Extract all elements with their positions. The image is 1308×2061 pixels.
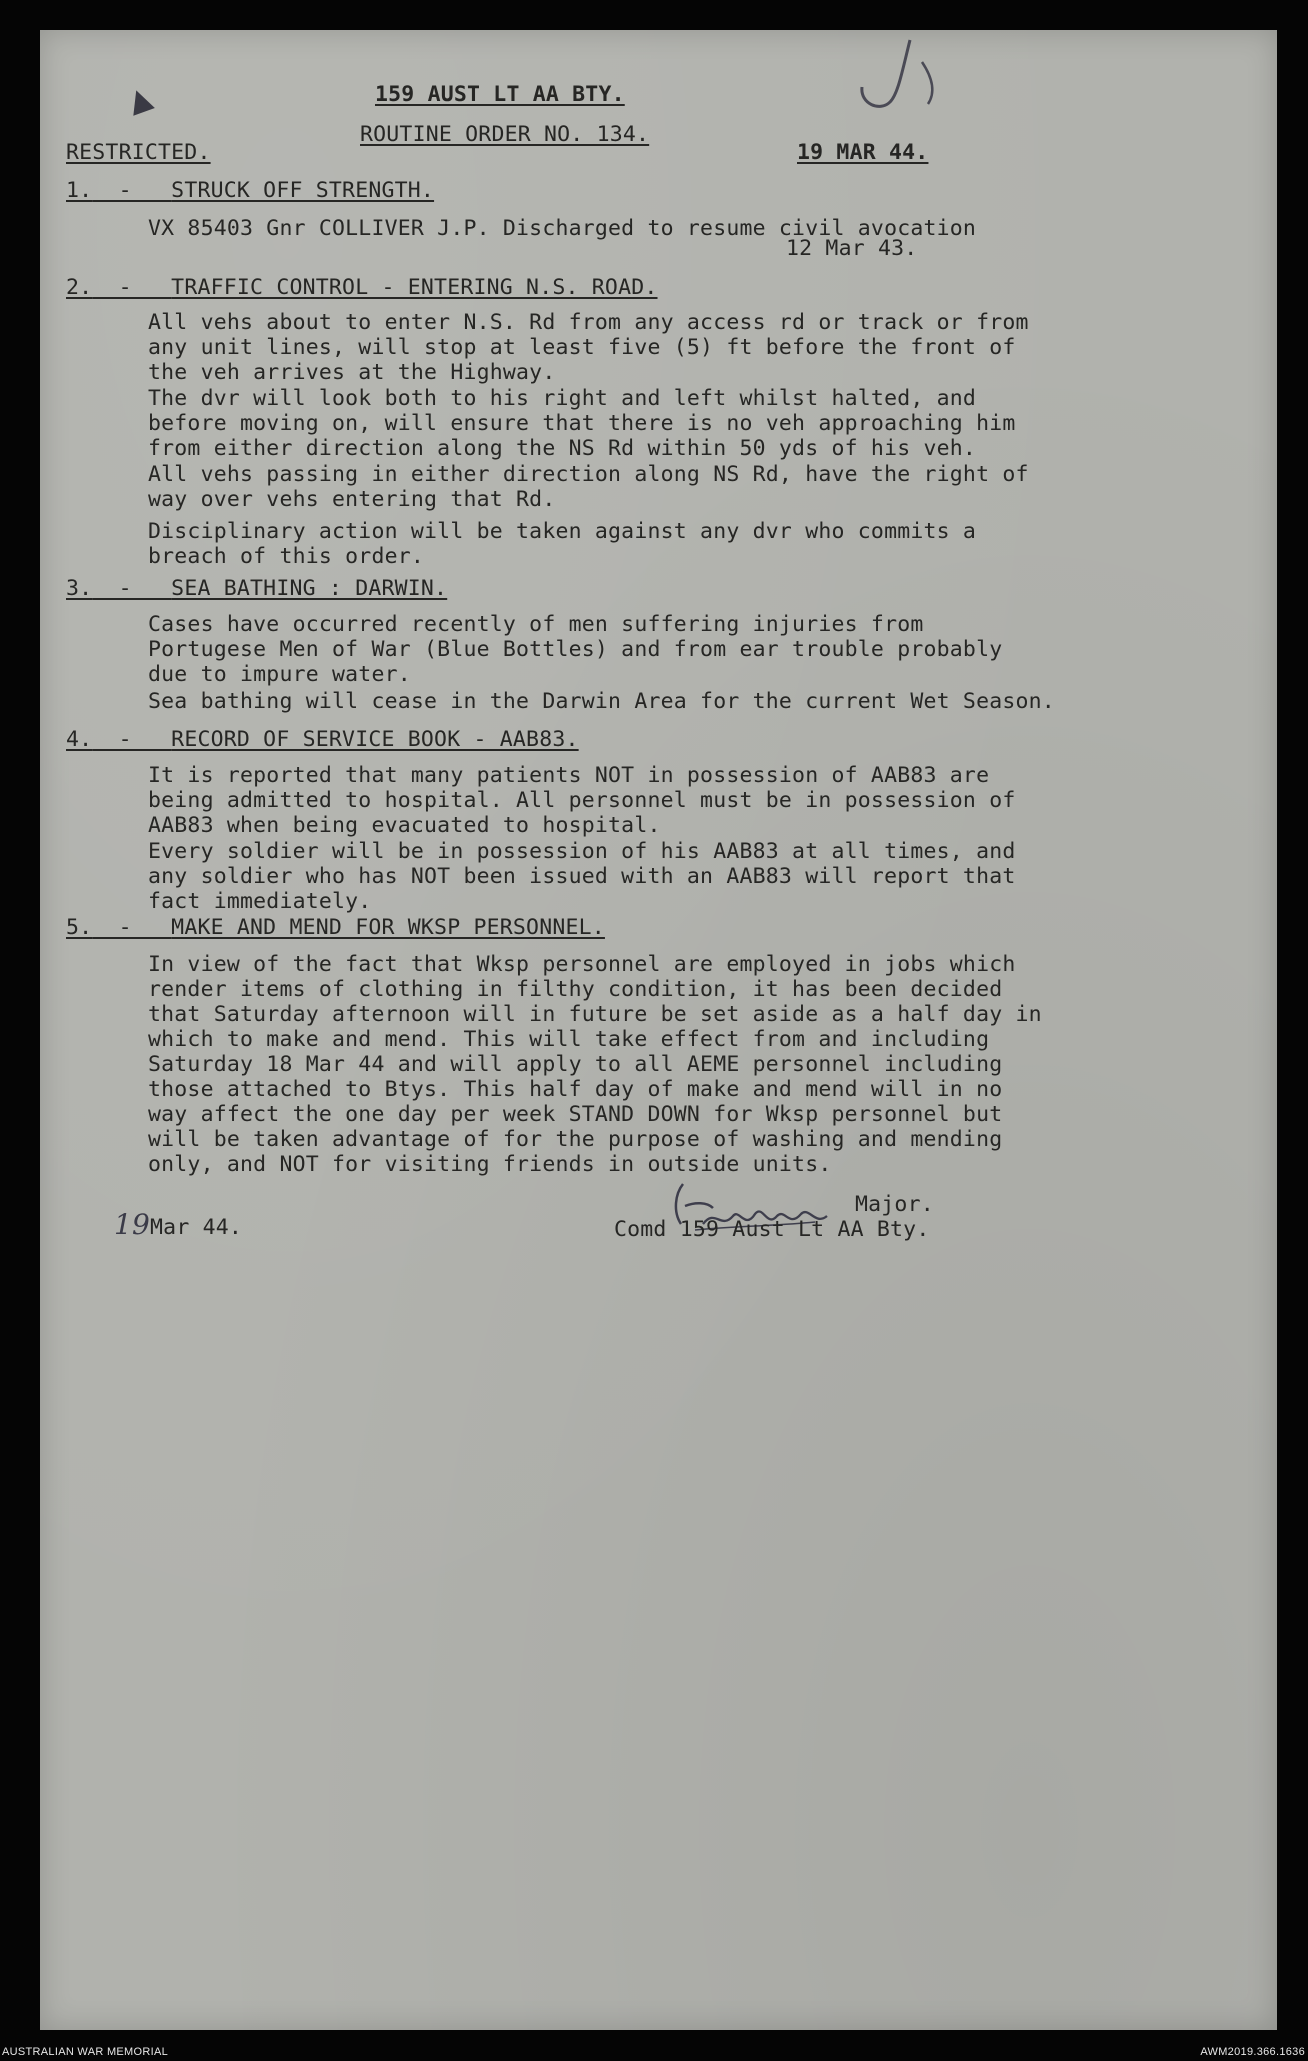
order-date: 19 MAR 44. — [797, 140, 929, 165]
section-1-date: 12 Mar 43. — [786, 236, 918, 261]
section-1-paragraph: VX 85403 Gnr COLLIVER J.P. Discharged to resume civil avocation — [148, 216, 977, 241]
section-3-paragraph-2: Sea bathing will cease in the Darwin Area for the current Wet Season. — [148, 689, 1055, 714]
unit-heading: 159 AUST LT AA BTY. — [375, 82, 625, 107]
section-title: TRAFFIC CONTROL - ENTERING N.S. ROAD. — [171, 275, 658, 300]
section-1-heading: 1. - STRUCK OFF STRENGTH. — [66, 178, 435, 203]
section-2-heading: 2. - TRAFFIC CONTROL - ENTERING N.S. ROAD. — [66, 275, 658, 300]
section-number: 5. — [66, 915, 93, 940]
section-4-heading: 4. - RECORD OF SERVICE BOOK - AAB83. — [66, 727, 579, 752]
section-3-paragraph-1: Cases have occurred recently of men suffering injuries from Portugese Men of War (Blue Bottles) and from ear trouble probably due to impure water. — [148, 612, 1003, 687]
section-5-heading: 5. - MAKE AND MEND FOR WKSP PERSONNEL. — [66, 915, 605, 940]
signatory-appointment: Comd 159 Aust Lt AA Bty. — [614, 1217, 930, 1242]
order-number: ROUTINE ORDER NO. 134. — [360, 122, 650, 147]
section-number: 1. — [66, 178, 93, 203]
section-number: 4. — [66, 727, 93, 752]
section-number: 3. — [66, 576, 93, 601]
handwritten-corner-mark — [840, 32, 950, 122]
section-title: STRUCK OFF STRENGTH. — [171, 178, 435, 203]
issue-date — [114, 1208, 243, 1241]
archive-credit: AUSTRALIAN WAR MEMORIAL — [2, 2046, 169, 2058]
pencil-mark: ▲ — [122, 79, 157, 120]
section-title: MAKE AND MEND FOR WKSP PERSONNEL. — [171, 915, 605, 940]
issue-date-rest: Mar 44. — [150, 1215, 243, 1240]
section-3-heading: 3. - SEA BATHING : DARWIN. — [66, 576, 448, 601]
section-4-paragraph-1: It is reported that many patients NOT in possession of AAB83 are being admitted to hospital. All personnel must be in possession of AAB83 when being evacuated to hospital. — [148, 763, 1016, 838]
section-5-paragraph: In view of the fact that Wksp personnel are employed in jobs which render items of clothing in filthy condition, it has been decided that Saturday afternoon will in future be set aside as a half day in which to make and mend. This will take effect from and including Saturday 18 Mar 44 and will apply to all AEME personnel including those attached to Btys. This half day of make and mend will in no way affect the one day per week STAND DOWN for Wksp personnel but will be taken advantage of for the purpose of washing and mending only, and NOT for visiting friends in outside units. — [148, 952, 1042, 1177]
section-2-paragraph-1: All vehs about to enter N.S. Rd from any access rd or track or from any unit lines, will stop at least five (5) ft before the front of the veh arrives at the Highway. — [148, 310, 1029, 385]
handwritten-day: 19 — [114, 1208, 151, 1241]
section-2-paragraph-4: Disciplinary action will be taken against any dvr who commits a breach of this order. — [148, 519, 977, 569]
archive-reference: AWM2019.366.1636 — [1200, 2046, 1305, 2058]
document-page — [40, 30, 1277, 2030]
section-title: RECORD OF SERVICE BOOK - AAB83. — [171, 727, 579, 752]
section-number: 2. — [66, 275, 93, 300]
section-2-paragraph-2: The dvr will look both to his right and left whilst halted, and before moving on, will ensure that there is no veh approaching him from either direction along the NS Rd within 50 yds of his veh. — [148, 386, 1016, 461]
section-title: SEA BATHING : DARWIN. — [171, 576, 448, 601]
classification: RESTRICTED. — [66, 140, 211, 165]
signatory-rank: Major. — [855, 1192, 934, 1217]
section-4-paragraph-2: Every soldier will be in possession of his AAB83 at all times, and any soldier who has NOT been issued with an AAB83 will report that fact immediately. — [148, 839, 1016, 914]
section-2-paragraph-3: All vehs passing in either direction along NS Rd, have the right of way over vehs entering that Rd. — [148, 462, 1029, 512]
